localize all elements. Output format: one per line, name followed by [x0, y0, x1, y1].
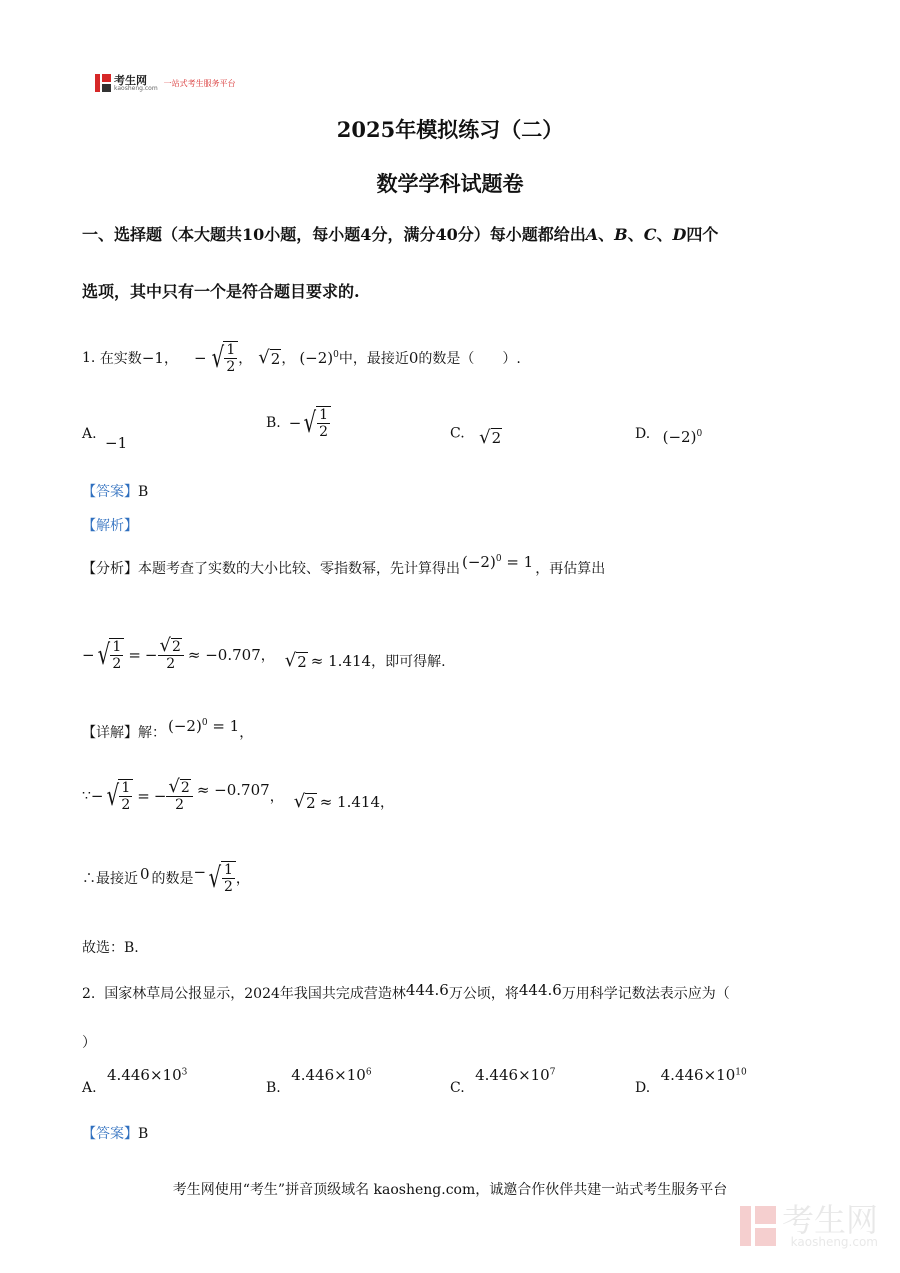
q2-option-c: C. $4.446\times 10^7$	[450, 1066, 556, 1096]
q1-choose: 故选：B.	[82, 940, 139, 956]
q2-answer-value: B	[138, 1126, 149, 1142]
q1-xiangjie-line1: 【详解】 解： $(-2)^0 = 1$ ，	[82, 717, 254, 741]
q2-number: 2.	[82, 986, 96, 1002]
n-questions: 10	[242, 225, 265, 244]
q2-option-d: D. $4.446\times 10^{10}$	[635, 1066, 747, 1096]
q1-stem: 1. 在实数 −1 ， − √ $\frac{1}{2}$ ， √ 2 ， $(-2)^0$ 中，最接近 0 的数是（ ）.	[82, 341, 521, 375]
logo-name: 考生网	[114, 73, 147, 87]
page-subtitle: 数学学科试题卷	[376, 171, 524, 196]
q1-option-a: A. −1	[82, 426, 128, 452]
page-footer: 考生网使用“考生”拼音顶级域名 kaosheng.com，诚邀合作伙伴共建一站式考生服务平台	[172, 1182, 728, 1198]
logo-slogan: 一站式考生服务平台	[163, 78, 236, 88]
q1-xiangjie-line3: ∴最接近 0 的数是 − √ $\frac{1}{2}$ ，	[82, 861, 250, 895]
watermark-domain: kaosheng.com	[790, 1235, 878, 1249]
q1-number: 1.	[82, 350, 96, 366]
q1-stem-zero-pow: $(-2)^0$	[299, 349, 339, 367]
q1-answer-value: B	[138, 484, 149, 500]
watermark-name: 考生网	[781, 1201, 878, 1239]
q1-stem-sqrt-half: √ $\frac{1}{2}$	[209, 341, 239, 375]
logo-mark-icon	[95, 74, 111, 92]
site-logo	[95, 72, 236, 94]
section-heading-line2: 选项，其中只有一个是符合题目要求的.	[82, 282, 360, 301]
q1-answer: 【答案】B	[82, 484, 149, 500]
q2-stem: 2. 国家林草局公报显示，2024年我国共完成营造林444.6万公顷，将444.6万用科学记数法表示应为（	[82, 981, 730, 1002]
page-title: 2025年模拟练习（二）	[336, 117, 564, 142]
q1-option-b: B. − √ $\frac{1}{2}$	[266, 398, 331, 448]
q1-stem-sqrt2: √ 2	[258, 347, 281, 368]
section-heading-line1: 一、选择题（本大题共10小题，每小题4分，满分40分）每小题都给出A、B、C、D四个	[82, 225, 719, 244]
q1-fenxi-line1: 【分析】 本题考查了实数的大小比较、零指数幂，先计算得出 $(-2)^0 = 1$ ，再估算出	[82, 553, 606, 577]
q2-option-b: B. $4.446\times 10^6$	[266, 1066, 372, 1096]
watermark-mark-icon	[740, 1206, 776, 1246]
q2-stem-end: ）	[82, 1035, 96, 1051]
logo-text	[114, 75, 158, 92]
q1-fenxi-line2: − √ $\frac{1}{2}$ = − √ 2 2 ≈ −0.707 ， √ 2 ≈ 1.414 ，即可得解.	[82, 635, 446, 673]
q1-option-c: C. √ 2	[450, 425, 502, 448]
q1-option-d: D. $(-2)^0$	[635, 426, 703, 446]
watermark-logo	[740, 1201, 878, 1249]
q1-analysis-tag: 【解析】	[82, 518, 138, 534]
q2-answer: 【答案】B	[82, 1126, 149, 1142]
logo-domain: kaosheng.com	[114, 84, 158, 92]
q1-xiangjie-line2: ∵ − √ $\frac{1}{2}$ = − √ 2 2 ≈ −0.707 ， √ 2 ≈ 1.414 ，	[82, 776, 394, 814]
q2-option-a: A. $4.446\times 10^3$	[82, 1066, 188, 1096]
